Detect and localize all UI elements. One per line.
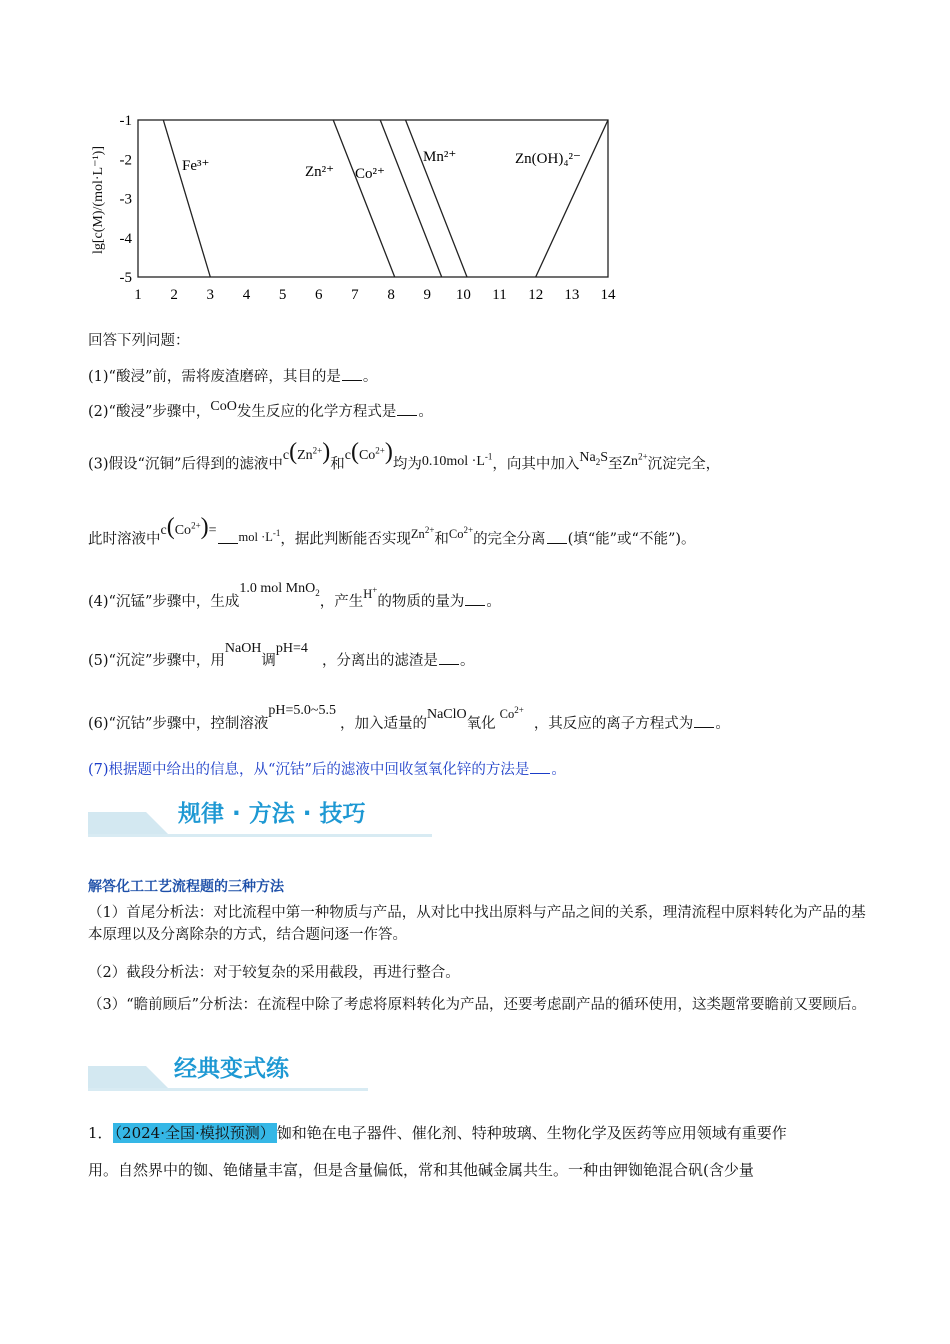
series-label: Fe³⁺ — [182, 158, 210, 174]
x-tick-label: 9 — [423, 287, 431, 303]
q3-text-a: (3)假设“沉铜”后得到的滤液中 — [88, 456, 283, 473]
q7-text: (7)根据题中给出的信息，从“沉钴”后的滤液中回收氢氧化锌的方法是 — [88, 762, 530, 778]
x-tick-label: 12 — [528, 287, 544, 303]
q3-ion6: Co — [448, 526, 464, 541]
section-title-practice: 经典变式练 — [174, 1056, 289, 1082]
q4-answer-blank[interactable] — [465, 591, 485, 606]
series-label: Zn(OH)₄²⁻ — [515, 151, 581, 167]
q6-ion: Co — [499, 707, 515, 722]
q2-text-a: (2)“酸浸”步骤中， — [88, 404, 211, 420]
q3-unit-exp: -1 — [272, 527, 281, 538]
q4-ion: H — [363, 587, 373, 602]
q4-amount: 1.0 mol MnO — [239, 581, 316, 597]
q6-end: 。 — [715, 716, 730, 733]
q3-c2: c — [344, 447, 351, 463]
q2-answer-blank[interactable] — [397, 401, 417, 416]
q6-ion-charge: 2+ — [514, 705, 524, 715]
series-label: Co²⁺ — [355, 166, 385, 182]
series-line — [536, 120, 608, 277]
q1-end: 。 — [362, 369, 378, 385]
q4-amount-sub: 2 — [315, 587, 320, 598]
q2-end: 。 — [418, 404, 433, 420]
q3-ion2: Co — [358, 447, 376, 463]
practice-item-text-1: 铷和铯在电子器件、催化剂、特种玻璃、生物化学及医药等应用领域有重要作 — [276, 1124, 787, 1142]
q5-ph: pH=4 — [275, 641, 308, 656]
q3-ion3: Zn — [622, 453, 639, 469]
q3-ion1-charge: 2+ — [312, 445, 323, 455]
q3-ion4: Co — [174, 522, 192, 538]
q3-text-f: 此时溶液中 — [88, 531, 161, 548]
q5-text-b: 调 — [261, 653, 276, 669]
q3-reagent: Na — [579, 449, 596, 465]
q3-answer-blank-2[interactable] — [547, 529, 567, 544]
y-tick-label: -5 — [119, 270, 132, 286]
q3-unit: mol ·L — [238, 529, 273, 544]
q4-text-a: (4)“沉锰”步骤中，生成 — [88, 594, 240, 611]
q3-ion4-charge: 2+ — [191, 520, 201, 530]
q7-end: 。 — [551, 762, 566, 778]
q6-answer-blank[interactable] — [694, 713, 714, 728]
q4-text-b: ，产生 — [319, 594, 364, 611]
x-tick-label: 7 — [351, 287, 359, 303]
x-tick-label: 2 — [170, 287, 178, 303]
q3-text-c: ，向其中加入 — [492, 456, 580, 473]
series-labels — [182, 149, 581, 182]
question-2 — [88, 401, 433, 423]
method-item-2: （2）截段分析法：对于较复杂的采用截段，再进行整合。 — [88, 965, 460, 981]
q3-ion1: Zn — [297, 447, 313, 463]
q6-text-a: (6)“沉钴”步骤中，控制溶液 — [88, 716, 269, 733]
y-tick-label: -1 — [119, 113, 132, 129]
y-tick-label: -4 — [119, 230, 132, 247]
x-tick-label: 1 — [134, 287, 142, 303]
q3-c1: c — [282, 447, 290, 463]
q3-and: 和 — [330, 456, 345, 473]
plot-area — [138, 120, 608, 277]
q5-end: 。 — [459, 653, 475, 669]
q3-ion2-charge: 2+ — [375, 445, 385, 455]
x-tick-label: 13 — [564, 287, 580, 303]
series-line — [380, 120, 441, 277]
y-tick-label: -2 — [119, 152, 132, 169]
q3-and-2: 和 — [434, 531, 449, 548]
q3-answer-blank-1[interactable] — [218, 529, 238, 544]
q6-reagent: NaClO — [426, 707, 467, 723]
q7-answer-blank[interactable] — [530, 759, 550, 774]
series-line — [163, 120, 210, 277]
question-1 — [88, 366, 377, 387]
q3-text-d: 至 — [608, 456, 623, 473]
q3-ion6-charge: 2+ — [463, 524, 474, 535]
q3-reagent-sub: 2 — [595, 456, 601, 467]
q2-formula: CoO — [210, 399, 237, 414]
method-item-1: （1）首尾分析法：对比流程中第一种物质与产品，从对比中找出原料与产品之间的关系，理清流程中原料转化为产品的基本原理以及分离除杂的方式，结合题问逐一作答。 — [88, 905, 866, 943]
x-tick-label: 10 — [455, 287, 471, 303]
q2-text-b: 发生反应的化学方程式是 — [236, 404, 397, 420]
x-tick-label: 8 — [387, 287, 395, 303]
q5-text-a: (5)“沉淀”步骤中，用 — [88, 653, 225, 669]
y-tick-label: -3 — [119, 191, 132, 208]
q3-text-b: 均为 — [392, 456, 422, 473]
q3-concentration: 0.10mol ·L — [421, 453, 485, 469]
y-axis-label: lg[c(M)/(mol·L⁻¹)] — [91, 146, 106, 254]
series-line — [333, 120, 394, 277]
q3-text-h: 的完全分离 — [473, 531, 546, 548]
x-tick-labels — [134, 287, 616, 303]
q1-answer-blank[interactable] — [342, 366, 362, 381]
method-heading: 解答化工工艺流程题的三种方法 — [88, 879, 284, 895]
concentration-ph-chart — [80, 108, 640, 308]
q6-text-d: ，其反应的离子方程式为 — [533, 716, 694, 733]
x-tick-label: 3 — [206, 287, 215, 303]
method-item-3: （3）“瞻前顾后”分析法：在流程中除了考虑将原料转化为产品，还要考虑副产品的循环使用，这类题常要瞻前又要顾后。 — [88, 997, 867, 1013]
q3-c3: c — [160, 522, 167, 538]
q3-reagent-s: S — [600, 449, 608, 465]
q5-text-c: ，分离出的滤渣是 — [321, 653, 438, 669]
y-tick-labels — [120, 113, 133, 286]
x-tick-label: 4 — [242, 287, 251, 303]
practice-item-tag: （2024·全国·模拟预测） — [114, 1124, 275, 1142]
series-line — [406, 120, 467, 277]
q6-ph: pH=5.0~5.5 — [268, 703, 336, 719]
question-3-line-1: (3)假设“沉铜”后得到的滤液中$c(Zn^{2+})$和$c(Co^{2+})$均为$0.10mol \cdot L^{-1}$，向其中加入$Na_2S$至$Zn^{2+}$沉淀完全， — [88, 438, 721, 473]
q3-ion5: Zn — [410, 526, 425, 541]
practice-item-number: 1． — [88, 1124, 113, 1142]
questions-intro: 回答下列问题： — [88, 333, 190, 349]
q1-text: (1)“酸浸”前，需将废渣磨碎，其目的是 — [88, 369, 341, 385]
practice-item-1-line-2: 用。自然界中的铷、铯储量丰富，但是含量偏低，常和其他碱金属共生。一种由钾铷铯混合矾(含少量 — [88, 1161, 754, 1179]
x-tick-label: 11 — [492, 287, 507, 303]
q3-text-g: ，据此判断能否实现 — [280, 531, 411, 548]
q5-reagent: NaOH — [224, 641, 262, 656]
x-tick-label: 14 — [600, 287, 616, 303]
q3-concentration-exp: -1 — [484, 451, 493, 461]
series-label: Mn²⁺ — [423, 149, 457, 165]
q4-ion-charge: + — [372, 585, 378, 595]
x-tick-label: 5 — [278, 287, 287, 303]
question-5 — [88, 641, 475, 672]
series-label: Zn²⁺ — [305, 164, 335, 180]
q3-ion3-charge: 2+ — [638, 451, 648, 461]
q3-text-i: (填“能”或“不能”)。 — [567, 531, 696, 548]
q3-text-e: 沉淀完全， — [647, 456, 721, 473]
q4-text-c: 的物质的量为 — [377, 594, 465, 611]
q6-text-b: ，加入适量的 — [339, 716, 427, 733]
q5-answer-blank[interactable] — [439, 650, 459, 665]
q4-end: 。 — [486, 594, 501, 611]
q6-text-c: 氧化 — [466, 716, 496, 733]
practice-item-1-line-1 — [88, 1123, 787, 1143]
question-4 — [88, 581, 501, 617]
q3-ion5-charge: 2+ — [424, 524, 435, 535]
q3-equals: = — [208, 522, 217, 538]
question-3-line-2: 此时溶液中$c(Co^{2+})=$ mol $\cdot L^{-1}$，据此判断能否实现$Zn^{2+}$和$Co^{2+}$的完全分离 (填“能”或“不能”)。 — [88, 513, 696, 548]
section-title-tips: 规律 · 方法 · 技巧 — [178, 801, 366, 827]
series-lines — [163, 120, 608, 277]
chart-frame — [138, 120, 608, 277]
question-6 — [88, 703, 730, 735]
x-tick-label: 6 — [315, 287, 323, 303]
question-7 — [88, 759, 566, 780]
